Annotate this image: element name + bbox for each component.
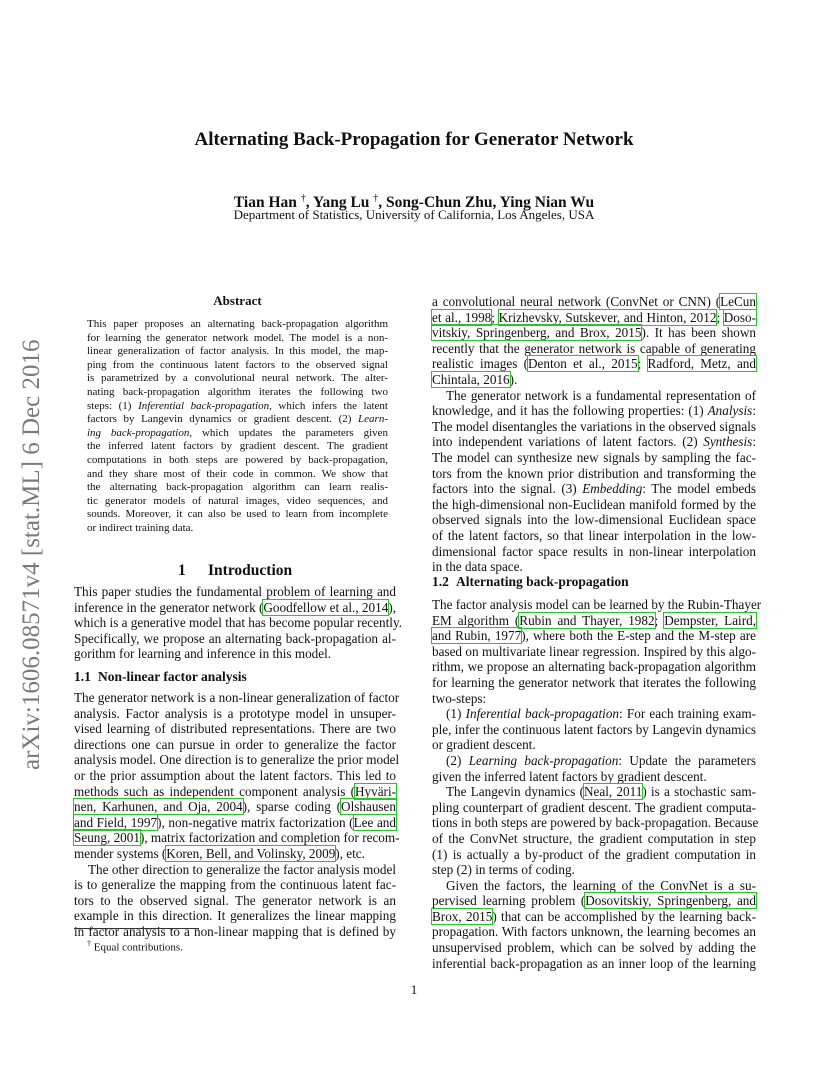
citation-link[interactable]: Hyväri- (354, 783, 396, 799)
text-line: pling counterpart of gradient descent. The gradient computa- (432, 799, 756, 815)
text-line: This paper proposes an alternating back-propagation algorithm (87, 318, 388, 330)
subsection-heading-nonlinear-factor-analysis: 1.1 Non-linear factor analysis (74, 669, 247, 684)
text-line: tic generator models of natural images, video sequences, and (87, 494, 388, 507)
text-line: tions in both steps are powered by back-propagation. Because (432, 815, 759, 831)
text-line: (1) is actually a by-product of the gradient computation in (432, 846, 756, 862)
text-line: is parametrized by a convolutional neural network. The alter- (87, 372, 388, 385)
text-line: This paper studies the fundamental problem of learning and (74, 584, 396, 599)
citation-link[interactable]: Koren, Bell, and Volinsky, 2009 (166, 845, 336, 861)
paper-title: Alternating Back-Propagation for Generator Network (194, 129, 634, 150)
citation-link[interactable]: and Field, 1997 (74, 814, 158, 830)
text-line: gorithm for learning and inference in this model. (74, 646, 332, 662)
emphasis: Synthesis (703, 434, 753, 450)
text-line: dimensional factor space results in non-linear interpolation (432, 543, 756, 559)
text-line: or the prior assumption about the latent factors. This led to (74, 767, 396, 783)
text-line: Chintala, 2016). (432, 371, 518, 387)
text-line: EM algorithm (Rubin and Thayer, 1982; Dempster, Laird, (432, 612, 756, 628)
text-line: directions one can pursue in order to generalize the factor (74, 736, 396, 752)
citation-link[interactable]: Radford, Metz, and (647, 356, 756, 372)
citation-link[interactable]: vitskiy, Springenberg, and Brox, 2015 (432, 325, 642, 341)
text-line: ping from the continuous latent factors to the observed signal (87, 358, 388, 371)
text-line: and Field, 1997), non-negative matrix factorization (Lee and (74, 814, 396, 830)
text-line: vised learning of distributed representations. There are two (74, 721, 396, 737)
citation-link[interactable]: Rubin and Thayer, 1982 (519, 612, 655, 628)
author-name: Tian Han (233, 194, 297, 212)
text-line: ing back-propagation, which updates the parameters given (87, 426, 389, 439)
affiliation: Department of Statistics, University of California, Los Angeles, USA (233, 207, 595, 222)
text-line: steps: (1) Inferential back-propagation, which infers the latent (87, 399, 388, 412)
text-line: based on multivariate linear regression. Inspired by this algo- (432, 643, 756, 659)
text-line: nen, Karhunen, and Oja, 2004), sparse coding (Olshausen (74, 799, 396, 815)
citation-link[interactable]: Seung, 2001 (74, 830, 140, 846)
arxiv-side-stamp: arXiv:1606.08571v4 [stat.ML] 6 Dec 2016 (18, 339, 45, 770)
citation-link[interactable]: Lee and (353, 814, 396, 830)
text-line: propagation. With factors unknown, the learning becomes an (432, 924, 756, 940)
text-line: observed signals into the low-dimensional Euclidean space (432, 512, 756, 528)
text-line: for learning the generator network that iterates the following (432, 674, 756, 690)
text-line: mender systems (Koren, Bell, and Volinsky, 2009), etc. (74, 845, 365, 861)
emphasis: Inferential back-propagation (465, 706, 620, 722)
text-line: for learning the generator network model. The model is a non- (87, 331, 388, 344)
text-line: computations in both steps are powered by back-propagation, (87, 453, 388, 466)
author-name: Yang Lu (312, 194, 370, 212)
author-name: Song-Chun Zhu, Ying Nian Wu (386, 194, 595, 212)
citation-link[interactable]: Brox, 2015 (432, 908, 493, 924)
text-line: knowledge, and it has the following properties: (1) Analysis: (432, 403, 756, 419)
citation-link[interactable]: LeCun (720, 294, 756, 309)
text-line: nating back-propagation algorithm iterates the following two (87, 385, 388, 398)
citation-link[interactable]: Dempster, Laird, (664, 612, 756, 628)
text-line: in the data space. (432, 559, 523, 575)
text-line: The generator network is a fundamental representation of (446, 387, 756, 403)
text-line: realistic images (Denton et al., 2015; Radford, Metz, and (432, 356, 756, 372)
author-list: Tian Han †, Yang Lu †, Song-Chun Zhu, Ying Nian Wu (233, 193, 595, 212)
subsection-heading-alternating-back-propagation: 1.2 Alternating back-propagation (432, 574, 629, 589)
text-line: the alternating back-propagation algorithm can learn realis- (87, 481, 388, 494)
text-line: rithm, we propose an alternating back-propagation algorithm (432, 659, 756, 675)
text-line: methods such as independent component analysis (Hyväri- (74, 783, 396, 799)
text-line: The model can synthesize new signals by sampling the fac- (432, 449, 756, 465)
text-line: a convolutional neural network (ConvNet or CNN) (LeCun (432, 294, 756, 309)
citation-link[interactable]: Dosovitskiy, Springenberg, and (585, 893, 756, 909)
text-line: The Langevin dynamics (Neal, 2011) is a stochastic sam- (446, 784, 756, 800)
citation-link[interactable]: and Rubin, 1977 (432, 628, 522, 644)
text-line: tors to the observed signal. The generator network is an (74, 892, 396, 908)
abstract-heading: Abstract (213, 293, 262, 308)
text-line: inferential back-propagation as an inner loop of the learning (432, 955, 756, 971)
text-line: (2) Learning back-propagation: Update the parameters (446, 752, 756, 768)
emphasis: Learning back-propagation (468, 752, 619, 768)
citation-link[interactable]: nen, Karhunen, and Oja, 2004 (74, 799, 243, 815)
text-line: and Rubin, 1977), where both the E-step and the M-step are (432, 628, 756, 644)
text-line: the inferred latent factors by gradient descent. The gradient (87, 440, 388, 453)
text-line: into independent variations of latent factors. (2) Synthesis: (432, 434, 756, 450)
text-line: recently that the generator network is capable of generating (432, 340, 756, 356)
text-line: analysis. Factor analysis is a prototype model in unsuper- (74, 705, 396, 721)
citation-link[interactable]: Krizhevsky, Sutskever, and Hinton, 2012 (498, 309, 717, 325)
page-number: 1 (410, 982, 418, 997)
text-line: Seung, 2001), matrix factorization and completion for recom- (74, 830, 400, 846)
emphasis: Embedding (582, 481, 643, 497)
text-line: in factor analysis to a non-linear mapping that is defined by (74, 923, 396, 939)
text-line: tors from the known prior distribution and transforming the (432, 465, 756, 481)
text-line: ple, infer the continuous latent factors by Langevin dynamics (432, 721, 756, 737)
citation-link[interactable]: Neal, 2011 (583, 784, 643, 800)
text-line: factors by Langevin dynamics or gradient descent. (2) Learn- (87, 413, 388, 426)
text-line: step (2) in terms of coding. (432, 862, 575, 878)
citation-link[interactable]: Doso- (723, 309, 756, 325)
text-line: given the inferred latent factors by gradient descent. (432, 768, 707, 784)
text-line: vitskiy, Springenberg, and Brox, 2015). It has been shown (432, 325, 757, 341)
introduction-continued-paragraph (432, 294, 756, 575)
text-line: of the ConvNet structure, the gradient computation in step (432, 830, 756, 846)
text-line: or indirect training data. (87, 521, 194, 534)
introduction-paragraph (74, 584, 402, 662)
text-line: unsupervised problem, which can be solved by adding the (432, 940, 756, 956)
text-line: is to generalize the mapping from the continuous latent fac- (74, 877, 396, 893)
text-line: which is a generative model that has become popular recently. (74, 615, 402, 631)
text-line: sounds. Moreover, it can also be used to learn from incomplete (87, 508, 388, 521)
citation-link[interactable]: Denton et al., 2015 (528, 356, 638, 372)
text-line: analysis model. One direction is to generalize the prior model (74, 752, 400, 768)
nonlinear-factor-analysis-paragraph (74, 690, 400, 940)
section-heading-introduction: 1 Introduction (178, 562, 293, 579)
emphasis: ing back-propagation (87, 426, 190, 439)
text-line: The factor analysis model can be learned by the Rubin-Thayer (432, 597, 762, 612)
alternating-back-propagation-paragraph (432, 597, 762, 971)
equal-contribution-mark: † (300, 193, 306, 204)
text-line: linear generalization of factor analysis. In this model, the map- (87, 345, 388, 358)
text-line: (1) Inferential back-propagation: For each training exam- (446, 706, 756, 722)
emphasis: Inferential back-propagation (138, 399, 270, 412)
text-line: inference in the generator network (Goodfellow et al., 2014), (74, 599, 397, 615)
text-line: or gradient descent. (432, 737, 536, 753)
abstract-text (87, 318, 388, 536)
footnote-text: Equal contributions. (93, 941, 183, 954)
text-line: Specifically, we propose an alternating back-propagation al- (74, 630, 396, 646)
text-line: et al., 1998; Krizhevsky, Sutskever, and Hinton, 2012; Doso- (432, 309, 756, 325)
citation-link[interactable]: et al., 1998 (432, 309, 492, 325)
text-line: factors into the signal. (3) Embedding: The model embeds (432, 481, 756, 497)
footnote-divider (74, 928, 199, 929)
text-line: The model disentangles the variations in the observed signals (432, 418, 756, 434)
text-line: The other direction to generalize the factor analysis model (88, 861, 396, 877)
footnote-mark: † (87, 939, 91, 948)
emphasis: Analysis (707, 403, 753, 419)
text-line: The generator network is a non-linear generalization of factor (74, 690, 400, 705)
text-line: the high-dimensional non-Euclidean manifold formed by the (432, 496, 756, 512)
citation-link[interactable]: Olshausen (341, 799, 396, 815)
footnote (87, 937, 183, 955)
text-line: Brox, 2015) that can be accomplished by the learning back- (432, 908, 756, 924)
text-line: example in this direction. It generalizes the linear mapping (74, 908, 396, 924)
citation-link[interactable]: Goodfellow et al., 2014 (263, 599, 389, 615)
text-line: Given the factors, the learning of the ConvNet is a su- (446, 877, 756, 893)
text-line: two-steps: (432, 690, 487, 706)
emphasis: Learn- (358, 413, 388, 426)
equal-contribution-mark: † (373, 193, 379, 204)
citation-link[interactable]: Chintala, 2016 (432, 371, 510, 387)
text-line: pervised learning problem (Dosovitskiy, Springenberg, and (432, 893, 756, 909)
text-line: and they share most of their code in common. We show that (87, 467, 388, 480)
text-line: of the latent factors, so that linear interpolation in the low- (432, 527, 756, 543)
